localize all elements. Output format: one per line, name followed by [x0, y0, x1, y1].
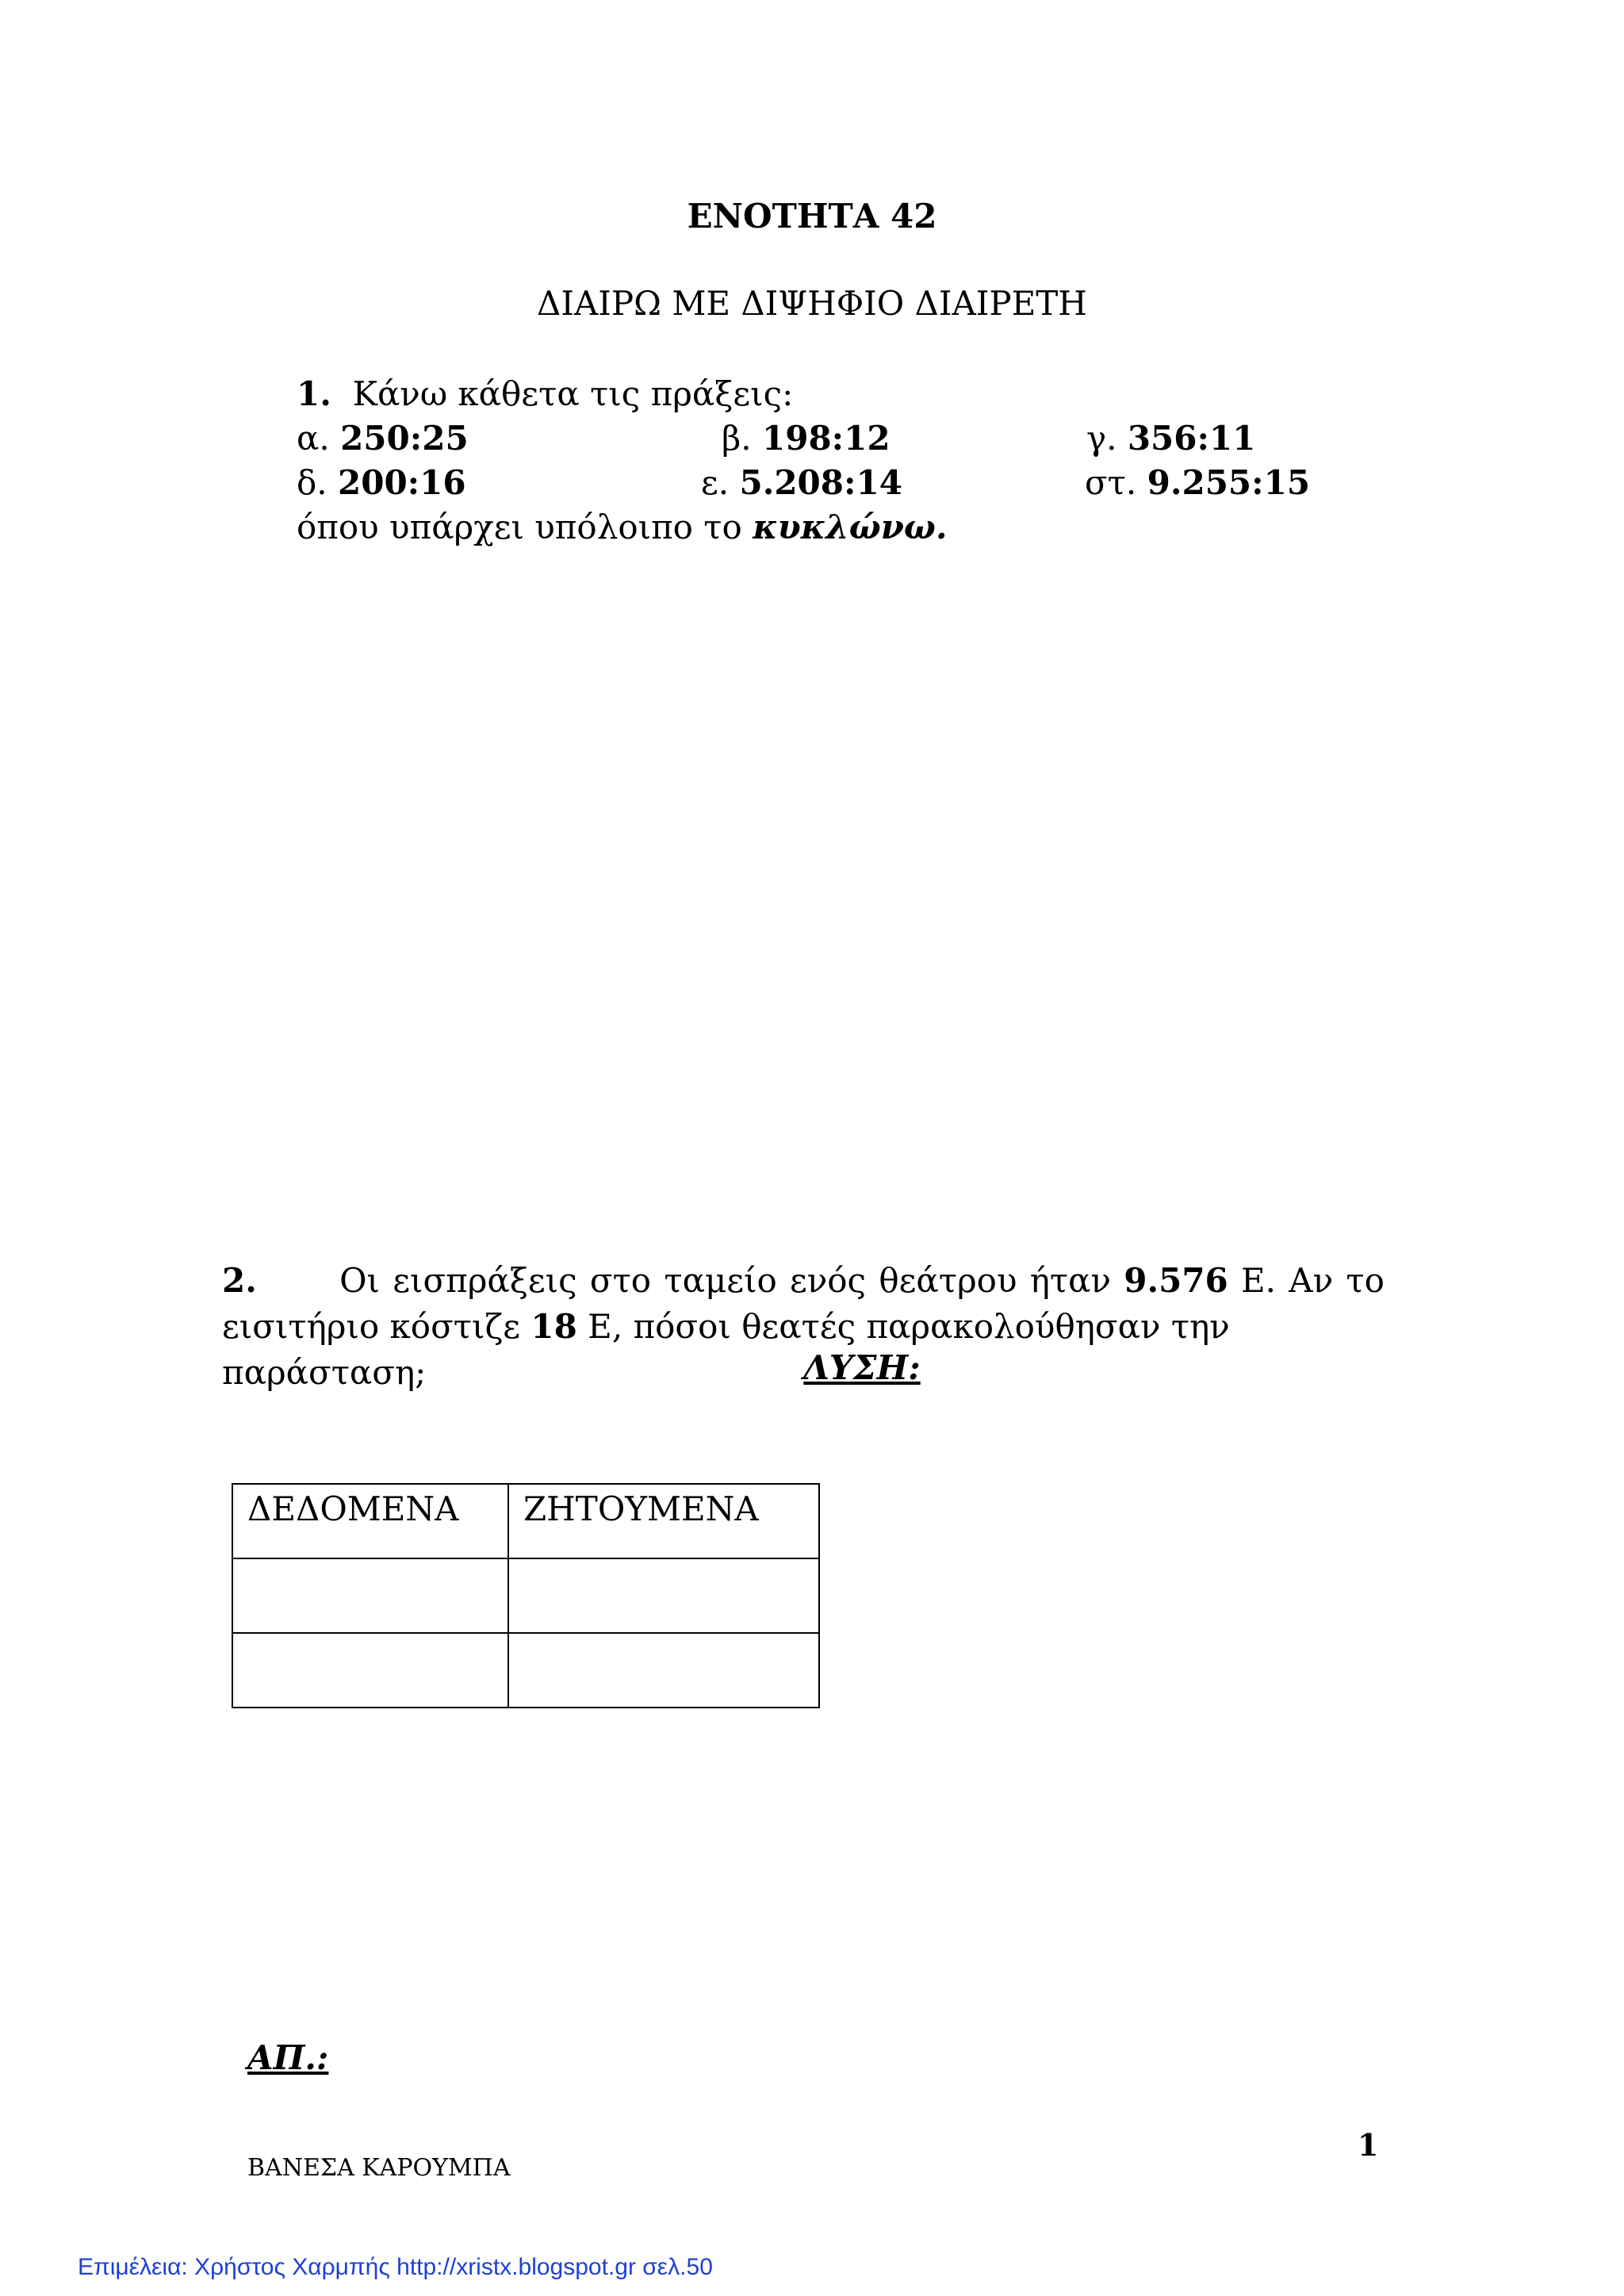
exercise-1-item-d: [297, 463, 466, 502]
header-wanted: ΖΗΤΟΥΜΕΝΑ: [508, 1484, 819, 1558]
ticket-price: 18: [530, 1307, 577, 1346]
table-row: [232, 1633, 819, 1708]
exercise-1-note: [297, 508, 948, 546]
item-label: α.: [297, 419, 330, 458]
table-row: [232, 1484, 819, 1558]
page-subtitle: ΔΙΑΙΡΩ ΜΕ ΔΙΨΗΦΙΟ ΔΙΑΙΡΕΤΗ: [537, 284, 1087, 323]
word: το: [1346, 1261, 1385, 1300]
item-expression: 5.208:14: [739, 463, 902, 502]
line-text: εισιτήριο κόστιζε: [222, 1307, 520, 1346]
exercise-1-instruction: Κάνω κάθετα τις πράξεις:: [352, 374, 794, 413]
exercise-1-item-f: [1085, 463, 1310, 502]
exercise-2-number: 2.: [222, 1261, 257, 1300]
word: ήταν: [1029, 1261, 1112, 1300]
exercise-1-item-e: [701, 463, 902, 502]
item-expression: 9.255:15: [1147, 463, 1311, 502]
table-cell[interactable]: [508, 1558, 819, 1633]
page-title: ΕΝΟΤΗΤΑ 42: [687, 197, 937, 236]
page-number: 1: [1358, 2127, 1379, 2163]
table-cell[interactable]: [232, 1633, 508, 1708]
item-label: β.: [722, 419, 752, 458]
item-expression: 200:16: [338, 463, 466, 502]
word: ταμείο: [664, 1261, 777, 1300]
item-label: γ.: [1086, 419, 1117, 458]
line-text: Ε, πόσοι θεατές παρακολούθησαν την παράσταση;: [222, 1307, 1230, 1392]
header-given: ΔΕΔΟΜΕΝΑ: [232, 1484, 508, 1558]
item-label: στ.: [1085, 463, 1137, 502]
word: Ε.: [1241, 1261, 1277, 1300]
footer-credit: Επιμέλεια: Χρήστος Χαρμπής http://xristx.blogspot.gr σελ.50: [78, 2254, 713, 2280]
solution-label: [0, 1348, 1624, 1387]
item-expression: 250:25: [340, 419, 469, 458]
word: Οι: [339, 1261, 380, 1300]
table-cell[interactable]: [508, 1633, 819, 1708]
word: εισπράξεις: [393, 1261, 577, 1300]
item-expression: 356:11: [1127, 419, 1256, 458]
exercise-1-item-c: [1086, 419, 1255, 458]
note-emphasis: κυκλώνω.: [753, 508, 948, 546]
revenue-amount: 9.576: [1124, 1261, 1228, 1300]
answer-label: ΑΠ.:: [247, 2038, 329, 2077]
word: θεάτρου: [879, 1261, 1017, 1300]
exercise-1-item-b: [722, 419, 891, 458]
exercise-1-heading: [297, 374, 793, 413]
note-text: όπου υπάρχει υπόλοιπο το: [297, 508, 742, 546]
table-row: [232, 1558, 819, 1633]
word: στο: [589, 1261, 652, 1300]
table-cell[interactable]: [232, 1558, 508, 1633]
exercise-1-number: 1.: [297, 374, 331, 413]
item-label: ε.: [701, 463, 730, 502]
exercise-2-line-1: [222, 1258, 1385, 1304]
item-expression: 198:12: [762, 419, 891, 458]
data-table: [232, 1483, 820, 1708]
word: Αν: [1289, 1261, 1334, 1300]
item-label: δ.: [297, 463, 327, 502]
word: ενός: [789, 1261, 867, 1300]
author-name: ΒΑΝΕΣΑ ΚΑΡΟΥΜΠΑ: [247, 2154, 511, 2182]
exercise-1-item-a: [297, 419, 469, 458]
solution-text: ΛΥΣΗ:: [803, 1348, 921, 1387]
